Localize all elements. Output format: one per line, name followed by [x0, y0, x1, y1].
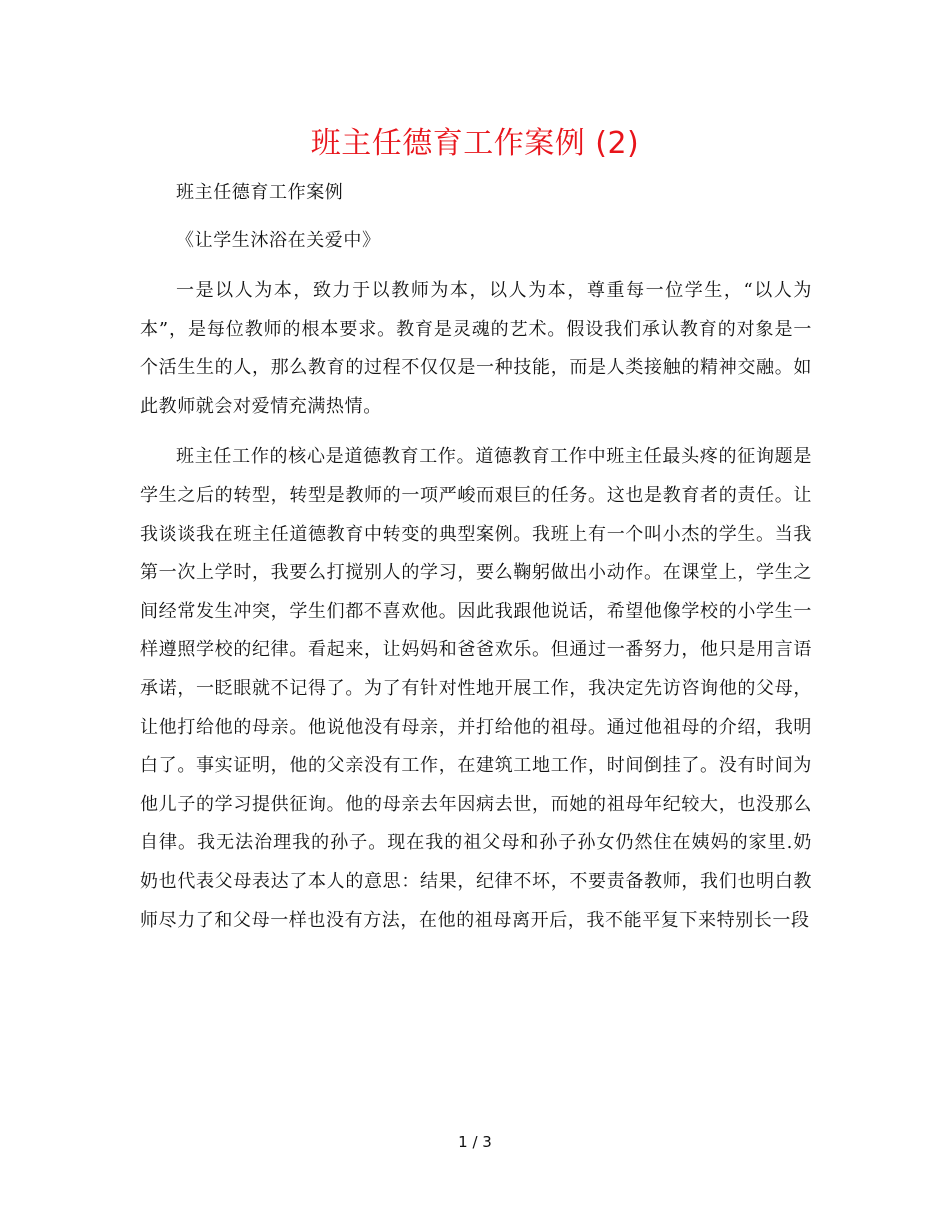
paragraph-2: 班主任工作的核心是道德教育工作。道德教育工作中班主任最头疼的征询题是学生之后的转型，转型是教师的一项严峻而艰巨的任务。这也是教育者的责任。让我谈谈我在班主任道德教育中转变的典型案例。我班上有一个叫小杰的学生。当我第一次上学时，我要么打搅别人的学习，要么鞠躬做出小动作。在课堂上，学生之间经常发生冲突，学生们都不喜欢他。因此我跟他说话，希望他像学校的小学生一样遵照学校的纪律。看起来，让妈妈和爸爸欢乐。但通过一番努力，他只是用言语承诺，一眨眼就不记得了。为了有针对性地开展工作，我决定先访咨询他的父母，让他打给他的母亲。他说他没有母亲，并打给他的祖母。通过他祖母的介绍，我明白了。事实证明，他的父亲没有工作，在建筑工地工作，时间倒挂了。没有时间为他儿子的学习提供征询。他的母亲去年因病去世，而她的祖母年纪较大，也没那么自律。我无法治理我的孙子。现在我的祖父母和孙子孙女仍然住在姨妈的家里.奶奶也代表父母表达了本人的意思：结果，纪律不坏，不要责备教师，我们也明白教师尽力了和父母一样也没有方法，在他的祖母离开后，我不能平复下来特别长一段 [140, 446, 812, 931]
document-subtitle: 班主任德育工作案例 [176, 182, 344, 203]
paragraph-1: 一是以人为本，致力于以教师为本，以人为本，尊重每一位学生，“以人为本”，是每位教师的根本要求。教育是灵魂的艺术。假设我们承认教育的对象是一个活生生的人，那么教育的过程不仅仅是一种技能，而是人类接触的精神交融。如此教师就会对爱情充满热情。 [140, 280, 812, 417]
document-title: 班主任德育工作案例 (2) [310, 126, 640, 161]
page-indicator: 1 / 3 [458, 1133, 492, 1151]
book-title: 《让学生沐浴在关爱中》 [176, 230, 381, 251]
document-body [140, 176, 812, 952]
